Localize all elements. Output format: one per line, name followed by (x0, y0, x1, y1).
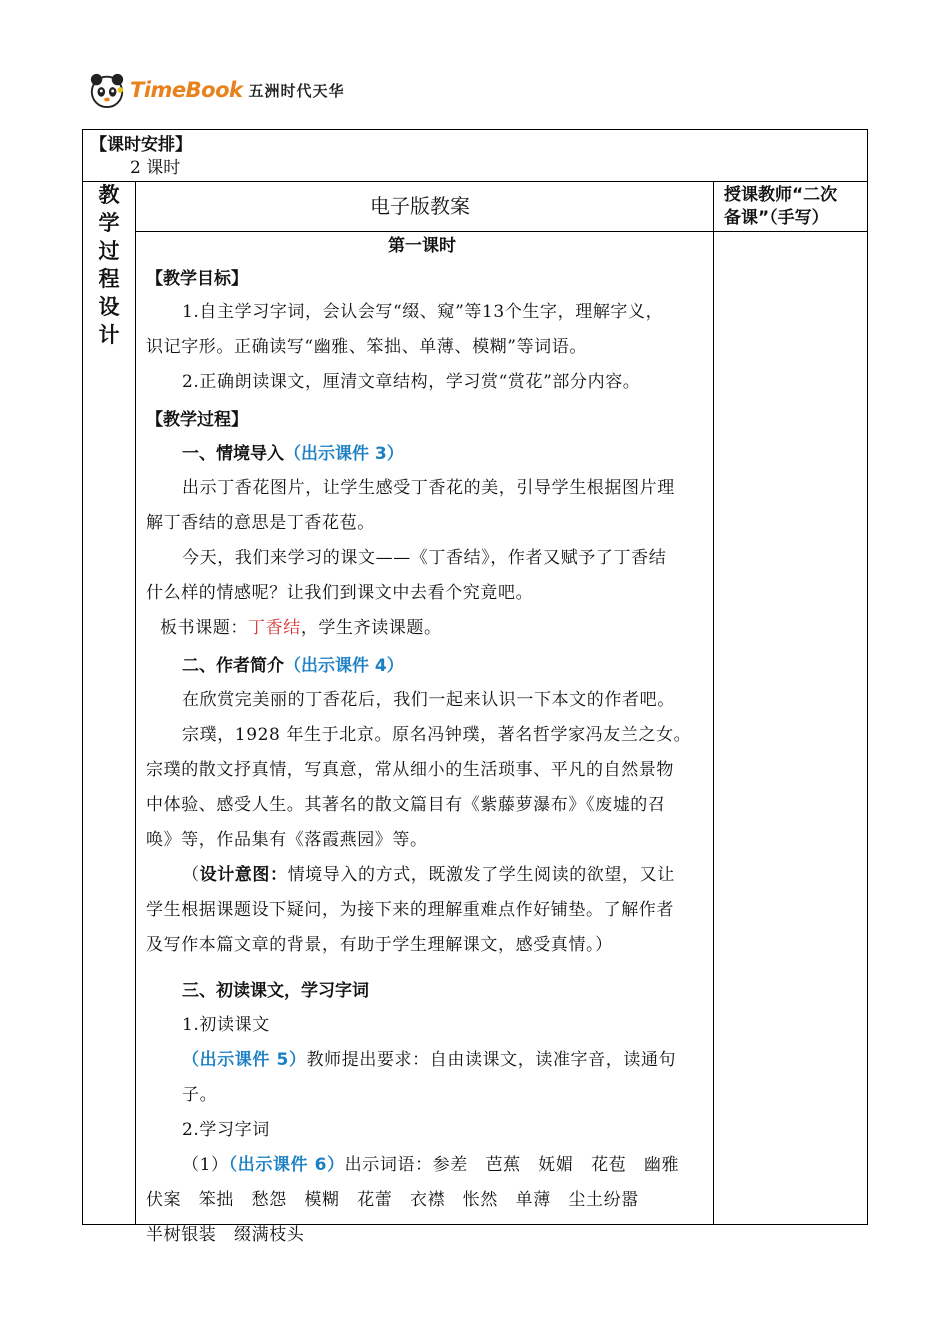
lesson-title: 第一课时 (388, 236, 456, 256)
text-line: 2.正确朗读课文，厘清文章结构，学习赏“赏花”部分内容。 (182, 372, 641, 392)
process-heading: 【教学过程】 (146, 410, 248, 430)
courseware-tag: （出示课件 5） (182, 1050, 307, 1070)
panda-logo-icon (88, 71, 126, 109)
board-title-line (146, 611, 708, 646)
text-line: 在欣赏完美丽的丁香花后，我们一起来认识一下本文的作者吧。 (182, 690, 675, 710)
word-list: 伏案 笨拙 愁怨 模糊 花蕾 衣襟 怅然 单薄 尘土纷嚣 (146, 1190, 639, 1210)
text-line: 学生根据课题设下疑问，为接下来的理解重难点作好铺垫。了解作者 (146, 900, 674, 920)
side-char: 教 (98, 183, 120, 207)
section-2-body (146, 683, 708, 963)
brand-logo (88, 70, 345, 110)
row-divider (135, 231, 868, 232)
board-title: 丁香结 (248, 618, 301, 638)
text-line (146, 1148, 708, 1183)
side-char: 学 (98, 211, 120, 235)
goal-1 (146, 295, 708, 400)
section-title: 一、情境导入 (182, 444, 284, 464)
teacher-column-title-line2: 备课”（手写） (724, 208, 829, 228)
board-prefix: 板书课题： (160, 618, 248, 638)
text-line: 中体验、感受人生。其著名的散文篇目有《紫藤萝瀑布》《废墟的召 (146, 795, 666, 815)
brand-name-cn: 五洲时代天华 (248, 81, 345, 100)
word-list: 出示词语：参差 芭蕉 妩媚 花苞 幽雅 (344, 1155, 680, 1175)
word-list: 半树银装 缀满枝头 (146, 1225, 305, 1245)
courseware-tag: （出示课件 6） (228, 1155, 345, 1175)
row-divider (82, 181, 868, 182)
section-3-body (146, 1008, 708, 1253)
board-suffix: ，学生齐读课题。 (300, 618, 442, 638)
text-line: 宗璞，1928 年生于北京。原名冯钟璞，著名哲学家冯友兰之女。 (182, 725, 692, 745)
side-label (92, 181, 126, 349)
goals-heading: 【教学目标】 (146, 269, 248, 289)
schedule-value: 2 课时 (130, 158, 181, 178)
section-title: 二、作者简介 (182, 656, 284, 676)
item-prefix: （1） (182, 1155, 229, 1175)
side-char: 程 (98, 267, 120, 291)
brand-name: TimeBook (130, 78, 243, 102)
text-line: 解丁香结的意思是丁香花苞。 (146, 513, 375, 533)
header-title: 电子版教案 (370, 194, 470, 218)
side-char: 过 (98, 239, 120, 263)
requirement-text: 教师提出要求：自由读课文，读准字音，读通句子。 (182, 1050, 677, 1105)
section-1-body (146, 471, 708, 646)
section-1-heading (182, 443, 404, 465)
design-text: 情境导入的方式，既激发了学生阅读的欲望，又让 (287, 865, 675, 885)
text-line: 2.学习字词 (182, 1120, 270, 1140)
courseware-tag: （出示课件 4） (284, 656, 404, 676)
side-char: 计 (98, 323, 120, 347)
text-line: 及写作本篇文章的背景，有助于学生理解课文，感受真情。） (146, 935, 613, 955)
column-divider (135, 181, 136, 1225)
text-line: 宗璞的散文抒真情，写真意，常从细小的生活琐事、平凡的自然景物 (146, 760, 674, 780)
teacher-column-title-line1: 授课教师“二次 (724, 185, 838, 205)
text-line: 唤》等，作品集有《落霞燕园》等。 (146, 830, 428, 850)
text-line: 今天，我们来学习的课文——《丁香结》，作者又赋予了丁香结 (182, 548, 667, 568)
design-label: 设计意图： (199, 865, 288, 885)
side-char: 设 (98, 295, 120, 319)
text-line: 1.初读课文 (182, 1015, 270, 1035)
text-line: 什么样的情感呢？让我们到课文中去看个究竟吧。 (146, 583, 534, 603)
column-divider (713, 181, 714, 1225)
schedule-label: 【课时安排】 (90, 135, 192, 155)
courseware-tag: （出示课件 3） (284, 444, 404, 464)
text-line: 出示丁香花图片，让学生感受丁香花的美，引导学生根据图片理 (182, 478, 675, 498)
paren: （ (182, 865, 200, 885)
text-line (146, 1043, 708, 1113)
text-line: 识记字形。正确读写“幽雅、笨拙、单薄、模糊”等词语。 (146, 337, 587, 357)
section-3-heading: 三、初读课文，学习字词 (182, 981, 369, 1001)
text-line: 1.自主学习字词，会认会写“缀、窥”等13个生字，理解字义， (182, 302, 664, 322)
design-intent-line (146, 858, 708, 893)
section-2-heading (182, 655, 404, 677)
